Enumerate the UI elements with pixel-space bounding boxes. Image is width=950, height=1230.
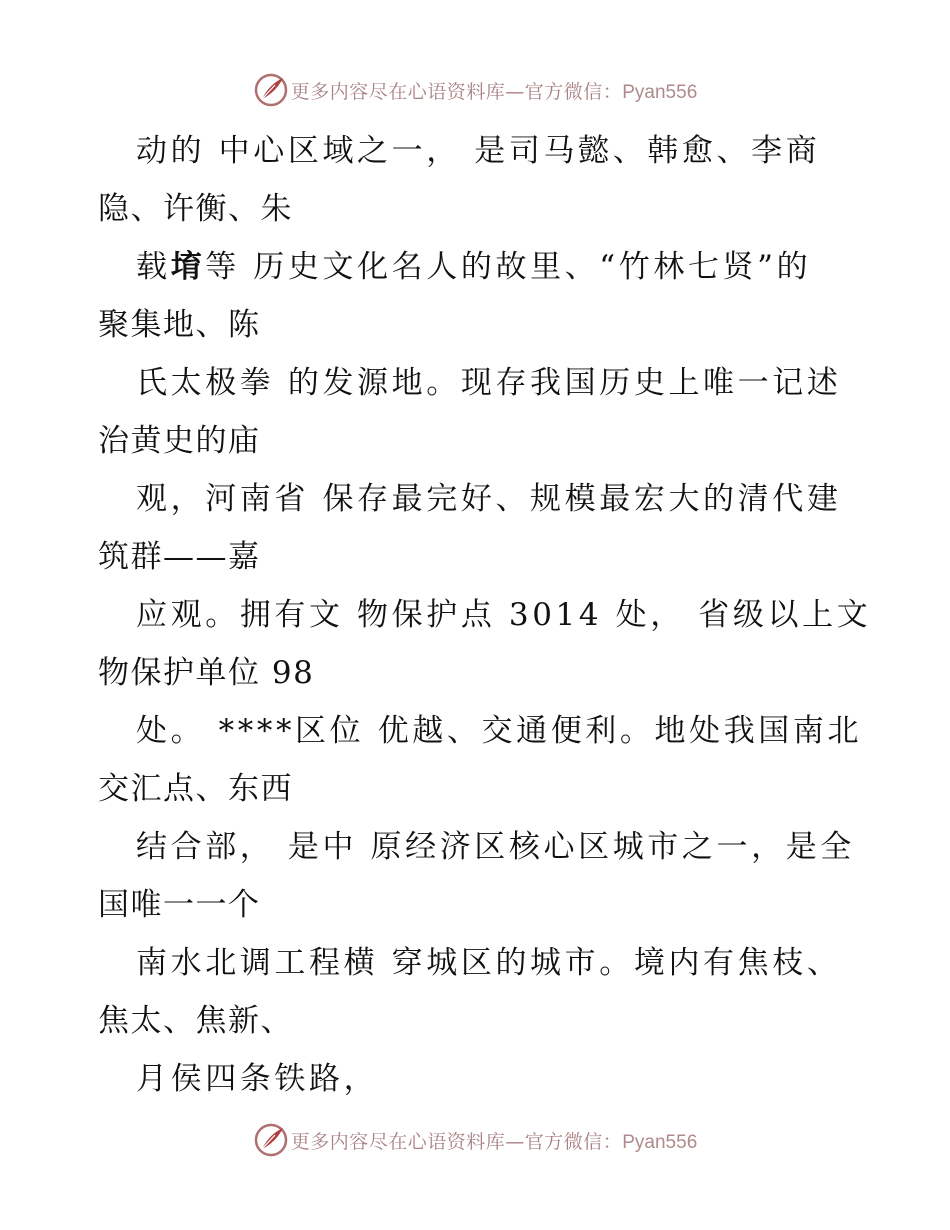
header-watermark	[0, 70, 950, 110]
paragraph-line: 载堉等 历史文化名人的故里、“竹林七贤”的	[136, 249, 812, 285]
paragraph-line: 南水北调工程横 穿城区的城市。境内有焦枝、	[136, 945, 842, 981]
paragraph-line: 物保护单位 98	[98, 655, 315, 691]
paragraph-line: 治黄史的庙	[98, 423, 261, 459]
watermark-text: 更多内容尽在心语资料库—官方微信：Pyan556	[290, 80, 698, 103]
paragraph-line: 交汇点、东西	[98, 771, 293, 807]
paragraph-line: 筑群——嘉	[98, 539, 261, 575]
document-body	[98, 122, 872, 1108]
paragraph-line: 应观。拥有文 物保护点 3014 处， 省级以上文	[136, 597, 872, 633]
paragraph-line: 国唯一一个	[98, 887, 261, 923]
paragraph-line: 处。 ****区位 优越、交通便利。地处我国南北	[136, 713, 863, 749]
paragraph-line: 聚集地、陈	[98, 307, 261, 343]
paragraph-line: 月侯四条铁路，	[136, 1061, 379, 1097]
bold-character: 堉	[170, 249, 206, 285]
wechat-id: Pyan556	[622, 1131, 698, 1153]
paragraph-line: 观，河南省 保存最完好、规模最宏大的清代建	[136, 481, 842, 517]
paragraph-line: 焦太、焦新、	[98, 1003, 293, 1039]
paragraph-line: 动的 中心区域之一， 是司马懿、韩愈、李商	[136, 133, 821, 169]
feather-pen-logo-icon	[253, 1122, 289, 1158]
wechat-id: Pyan556	[622, 81, 698, 103]
paragraph-line: 隐、许衡、朱	[98, 191, 293, 227]
paragraph-line: 结合部， 是中 原经济区核心区城市之一，是全	[136, 829, 855, 865]
paragraph-line: 氏太极拳 的发源地。现存我国历史上唯一记述	[136, 365, 842, 401]
watermark-text: 更多内容尽在心语资料库—官方微信：Pyan556	[290, 1130, 698, 1153]
feather-pen-logo-icon	[253, 72, 289, 108]
footer-watermark	[0, 1120, 950, 1160]
